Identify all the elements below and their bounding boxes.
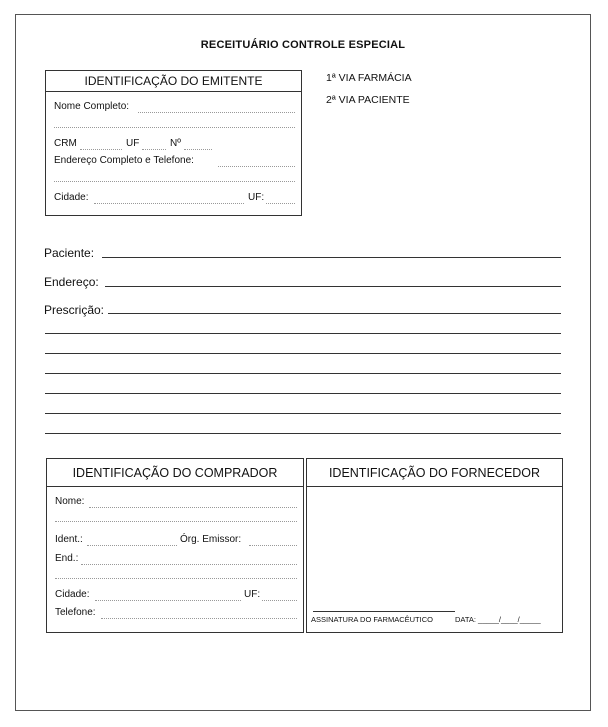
emitente-nome-label: Nome Completo: [54, 101, 130, 112]
emitente-cidade-uf-field[interactable] [266, 203, 295, 204]
emitente-crm-field[interactable] [80, 149, 122, 150]
emitente-cidade-label: Cidade: [54, 192, 89, 203]
via-paciente: 2ª VIA PACIENTE [326, 94, 410, 106]
emitente-endereco-label: Endereço Completo e Telefone: [54, 155, 194, 166]
comprador-uf-label: UF: [244, 589, 261, 600]
via-farmacia: 1ª VIA FARMÁCIA [326, 72, 412, 84]
prescricao-line-1[interactable] [45, 333, 561, 334]
assinatura-line[interactable] [313, 611, 455, 612]
emitente-endereco-field-2[interactable] [54, 181, 295, 182]
emitente-cidade-uf-label: UF: [248, 192, 265, 203]
comprador-nome-field-2[interactable] [55, 521, 297, 522]
emitente-cidade-field[interactable] [94, 203, 244, 204]
emitente-endereco-field[interactable] [218, 166, 295, 167]
comprador-end-field[interactable] [81, 564, 297, 565]
prescricao-field[interactable] [108, 313, 561, 314]
emitente-nome-field[interactable] [138, 112, 295, 113]
comprador-nome-field[interactable] [89, 507, 297, 508]
prescricao-line-5[interactable] [45, 413, 561, 414]
comprador-uf-field[interactable] [262, 600, 297, 601]
data-label[interactable]: DATA: _____/____/_____ [455, 615, 541, 624]
emitente-nome-field-2[interactable] [54, 127, 295, 128]
emitente-box [45, 70, 302, 216]
emitente-uf-label: UF [126, 138, 140, 149]
emitente-uf-field[interactable] [142, 149, 166, 150]
comprador-end-label: End.: [55, 553, 79, 564]
prescricao-line-3[interactable] [45, 373, 561, 374]
emitente-header: IDENTIFICAÇÃO DO EMITENTE [46, 71, 301, 92]
comprador-telefone-label: Telefone: [55, 607, 96, 618]
comprador-nome-label: Nome: [55, 496, 85, 507]
form-title: RECEITUÁRIO CONTROLE ESPECIAL [200, 39, 406, 51]
prescricao-line-4[interactable] [45, 393, 561, 394]
emitente-numero-field[interactable] [184, 149, 212, 150]
endereco-field[interactable] [105, 286, 561, 287]
comprador-cidade-field[interactable] [95, 600, 241, 601]
comprador-ident-field[interactable] [87, 545, 177, 546]
comprador-header: IDENTIFICAÇÃO DO COMPRADOR [47, 459, 303, 487]
comprador-ident-label: Ident.: [55, 534, 83, 545]
endereco-label: Endereço: [44, 275, 99, 289]
fornecedor-box [306, 458, 563, 633]
assinatura-label: ASSINATURA DO FARMACÊUTICO [311, 615, 433, 624]
comprador-cidade-label: Cidade: [55, 589, 90, 600]
comprador-orgao-label: Órg. Emissor: [180, 534, 242, 545]
fornecedor-header: IDENTIFICAÇÃO DO FORNECEDOR [307, 459, 562, 487]
comprador-box [46, 458, 304, 633]
comprador-end-field-2[interactable] [55, 578, 297, 579]
paciente-field[interactable] [102, 257, 561, 258]
emitente-crm-label: CRM [54, 138, 77, 149]
prescription-form [15, 14, 591, 711]
paciente-label: Paciente: [44, 246, 95, 260]
comprador-telefone-field[interactable] [101, 618, 297, 619]
emitente-numero-label: Nº [170, 138, 181, 149]
prescricao-label: Prescrição: [44, 303, 105, 317]
prescricao-line-6[interactable] [45, 433, 561, 434]
comprador-orgao-field[interactable] [249, 545, 297, 546]
prescricao-line-2[interactable] [45, 353, 561, 354]
